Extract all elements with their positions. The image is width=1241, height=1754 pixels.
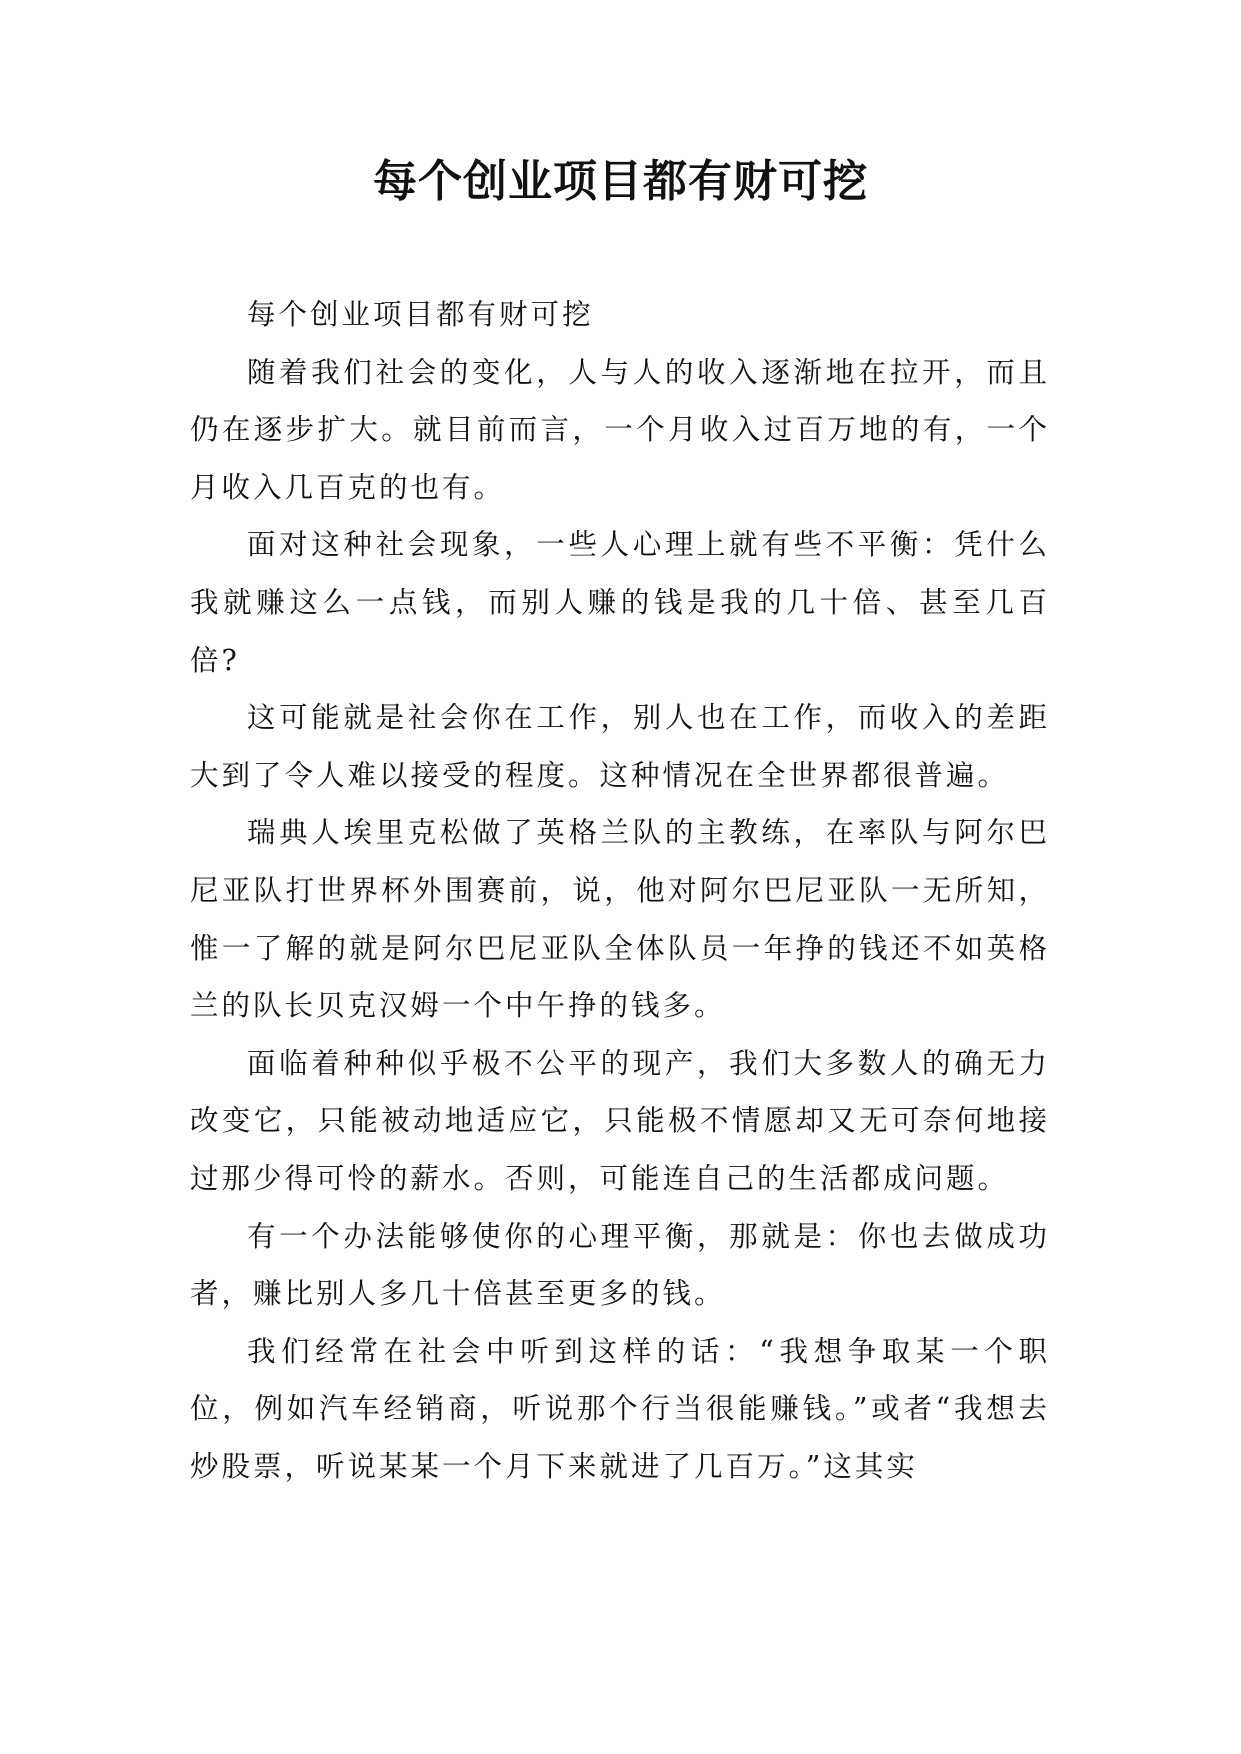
document-body [190, 286, 1050, 1495]
paragraph: 有一个办法能够使你的心理平衡，那就是：你也去做成功者，赚比别人多几十倍甚至更多的钱。 [190, 1219, 1050, 1311]
paragraph: 我们经常在社会中听到这样的话：“我想争取某一个职位，例如汽车经销商，听说那个行当很能赚钱。”或者“我想去炒股票，听说某某一个月下来就进了几百万。”这其实 [190, 1334, 1050, 1483]
paragraph: 面临着种种似乎极不公平的现产，我们大多数人的确无力改变它，只能被动地适应它，只能极不情愿却又无可奈何地接过那少得可怜的薪水。否则，可能连自己的生活都成问题。 [190, 1046, 1050, 1195]
paragraph-subtitle: 每个创业项目都有财可挖 [247, 298, 594, 331]
paragraph: 随着我们社会的变化，人与人的收入逐渐地在拉开，而且仍在逐步扩大。就目前而言，一个月收入过百万地的有，一个月收入几百克的也有。 [190, 355, 1050, 504]
paragraph: 瑞典人埃里克松做了英格兰队的主教练，在率队与阿尔巴尼亚队打世界杯外围赛前，说，他对阿尔巴尼亚队一无所知，惟一了解的就是阿尔巴尼亚队全体队员一年挣的钱还不如英格兰的队长贝克汉姆一个中午挣的钱多。 [190, 816, 1050, 1023]
paragraph: 面对这种社会现象，一些人心理上就有些不平衡：凭什么我就赚这么一点钱，而别人赚的钱是我的几十倍、甚至几百倍? [190, 528, 1050, 677]
paragraph: 这可能就是社会你在工作，别人也在工作，而收入的差距大到了令人难以接受的程度。这种情况在全世界都很普遍。 [190, 701, 1050, 792]
document-title: 每个创业项目都有财可挖 [373, 156, 868, 207]
